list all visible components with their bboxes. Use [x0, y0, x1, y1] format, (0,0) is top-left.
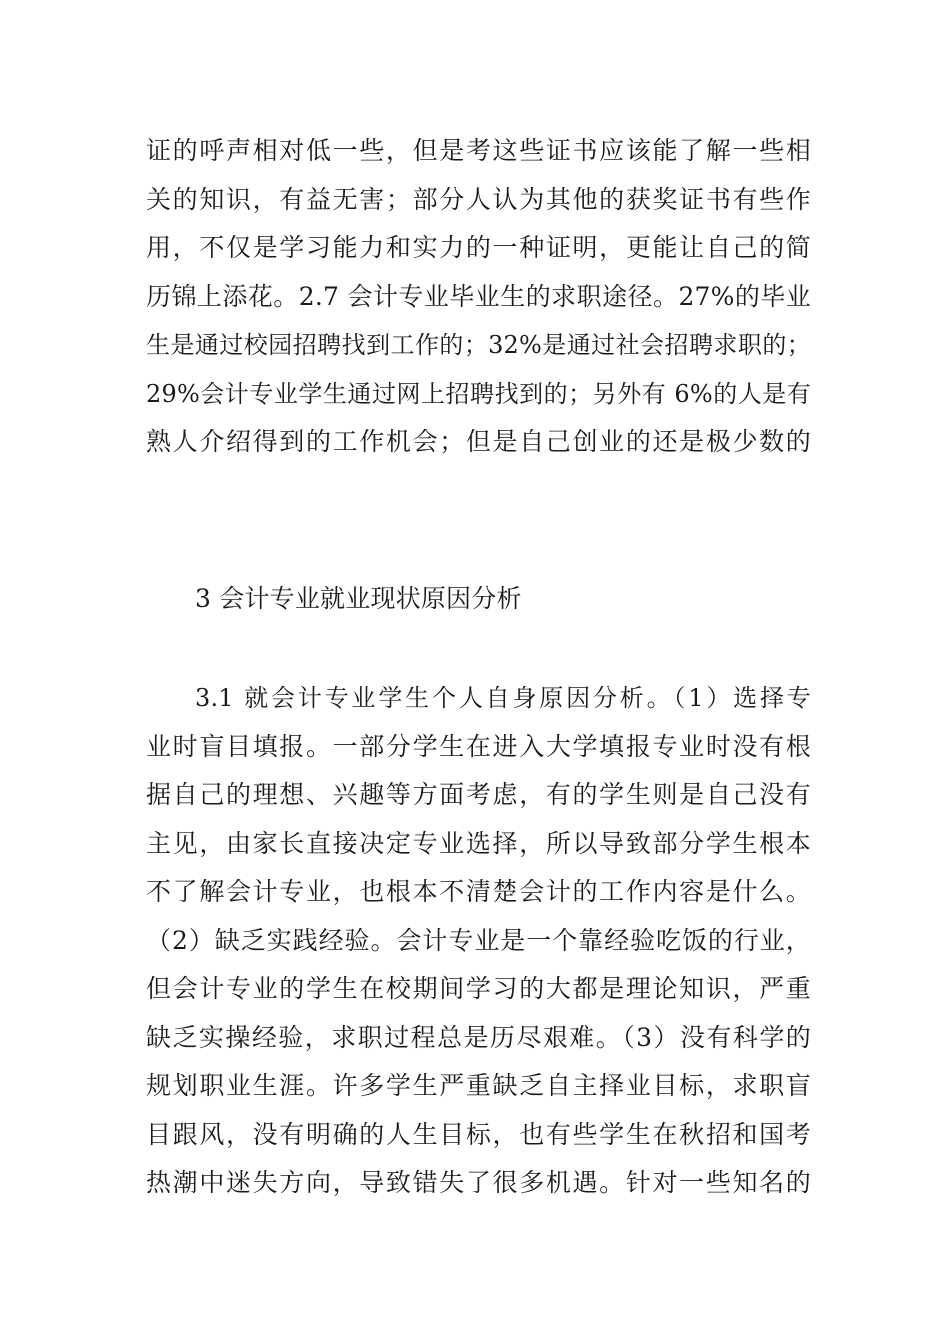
text-line: 关的知识，有益无害；部分人认为其他的获奖证书有些作	[146, 184, 811, 214]
text-line: 据自己的理想、兴趣等方面考虑，有的学生则是自己没有	[146, 780, 811, 809]
text-line: 3.1 就会计专业学生个人自身原因分析。（1）选择专	[195, 684, 811, 712]
text-line: 主见，由家长直接决定专业选择，所以导致部分学生根本	[146, 828, 811, 858]
section-heading	[195, 575, 815, 624]
text-line: 29%会计专业学生通过网上招聘找到的；另外有 6%的人是有	[146, 379, 811, 408]
text-line: 热潮中迷失方向，导致错失了很多机遇。针对一些知名的	[146, 1168, 811, 1197]
paragraph-personal-reasons	[146, 674, 811, 1208]
text-line: 规划职业生涯。许多学生严重缺乏自主择业目标，求职盲	[146, 1071, 811, 1100]
text-line: 用，不仅是学习能力和实力的一种证明，更能让自己的简	[146, 233, 811, 262]
text-line: 缺乏实操经验，求职过程总是历尽艰难。（3）没有科学的	[146, 1022, 811, 1052]
text-line: 生是通过校园招聘找到工作的；32%是通过社会招聘求职的；	[146, 331, 811, 359]
section-heading-text: 3 会计专业就业现状原因分析	[195, 584, 522, 613]
text-line: 但会计专业的学生在校期间学习的大都是理论知识，严重	[146, 974, 811, 1003]
paragraph-job-search-channels	[146, 127, 811, 467]
text-line: 业时盲目填报。一部分学生在进入大学填报专业时没有根	[146, 731, 811, 761]
text-line: 历锦上添花。2.7 会计专业毕业生的求职途径。27%的毕业	[146, 281, 811, 311]
text-line: （2）缺乏实践经验。会计专业是一个靠经验吃饭的行业，	[146, 925, 811, 955]
text-line: 证的呼声相对低一些，但是考这些证书应该能了解一些相	[146, 136, 811, 165]
text-line: 熟人介绍得到的工作机会；但是自己创业的还是极少数的	[146, 427, 811, 456]
text-line: 目跟风，没有明确的人生目标，也有些学生在秋招和国考	[146, 1119, 811, 1149]
text-line: 不了解会计专业，也根本不清楚会计的工作内容是什么。	[146, 877, 811, 906]
